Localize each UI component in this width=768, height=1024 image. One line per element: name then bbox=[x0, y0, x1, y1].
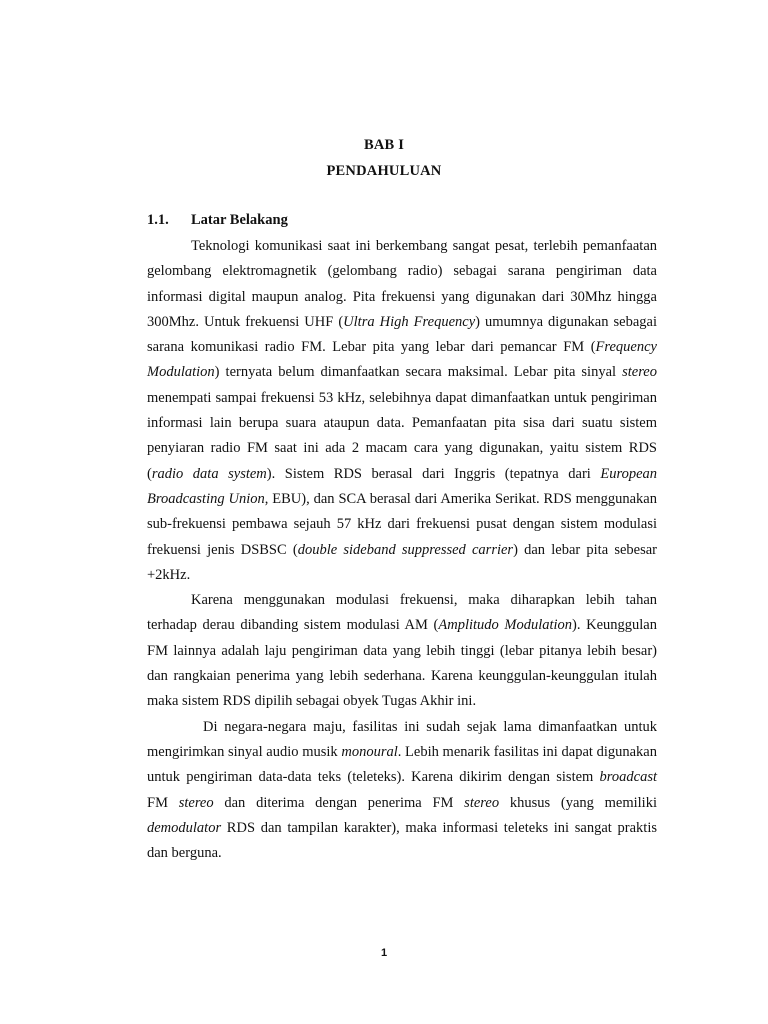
chapter-number: BAB I bbox=[363, 137, 405, 153]
text-run: Karena menggunakan modulasi frekuensi, maka diharapkan lebih tahan terhadap derau dibanding sistem modulasi AM ( bbox=[147, 592, 657, 634]
italic-term: stereo bbox=[464, 794, 500, 811]
paragraph bbox=[147, 234, 657, 588]
italic-term: radio data system bbox=[151, 465, 267, 482]
text-run: ) dan lebar pita sebesar +2kHz. bbox=[147, 541, 657, 583]
italic-term: Ultra High Frequency bbox=[343, 313, 476, 330]
text-run: . Lebih menarik fasilitas ini dapat digunakan untuk pengiriman data-data teks (teleteks). Karena dikirim dengan sistem bbox=[147, 743, 657, 786]
section-number: 1.1. bbox=[147, 212, 169, 228]
italic-term: double sideband suppressed carrier bbox=[297, 541, 514, 558]
text-run: dan diterima dengan penerima FM bbox=[213, 794, 465, 811]
text-run: Di negara-negara maju, fasilitas ini sudah sejak lama dimanfaatkan untuk mengirimkan sinyal audio musik bbox=[147, 718, 657, 760]
italic-term: Frequency Modulation bbox=[147, 339, 657, 381]
paragraph bbox=[147, 588, 657, 714]
italic-term: demodulator bbox=[147, 819, 222, 836]
body-text bbox=[147, 234, 657, 866]
section-title: Latar Belakang bbox=[191, 212, 288, 228]
italic-term: monoural bbox=[341, 743, 398, 760]
text-run: ) umumnya digunakan sebagai sarana komunikasi radio FM. Lebar pita yang lebar dari pemancar FM ( bbox=[147, 313, 657, 356]
italic-term: stereo bbox=[178, 794, 214, 811]
text-run: ). Sistem RDS berasal dari Inggris (tepatnya dari bbox=[266, 465, 601, 482]
text-run: menempati sampai frekuensi 53 kHz, selebihnya dapat dimanfaatkan untuk pengiriman informasi lain berupa suara ataupun data. Pemanfaatan pita sisa dari suatu sistem penyiaran radio FM saat ini ada 2 macam cara yang digunakan, yaitu sistem RDS ( bbox=[147, 389, 657, 482]
text-run: RDS dan tampilan karakter), maka informasi teleteks ini sangat praktis dan berguna. bbox=[147, 819, 657, 862]
text-run: FM bbox=[147, 794, 179, 811]
text-run: , EBU), dan SCA berasal dari Amerika Serikat. RDS menggunakan sub-frekuensi pembawa sejauh 57 kHz dari frekuensi pusat dengan sistem modulasi frekuensi jenis DSBSC ( bbox=[147, 490, 657, 558]
paragraph bbox=[147, 715, 657, 867]
italic-term: Amplitudo Modulation bbox=[438, 617, 573, 634]
chapter-title: PENDAHULUAN bbox=[326, 163, 442, 179]
text-run: ) ternyata belum dimanfaatkan secara maksimal. Lebar pita sinyal bbox=[214, 364, 623, 381]
text-run: khusus (yang memiliki bbox=[499, 794, 657, 811]
text-run: ). Keunggulan FM lainnya adalah laju pengiriman data yang lebih tinggi (lebar pitanya lebih besar) dan rangkaian penerima yang lebih sederhana. Karena keunggulan-keunggulan itulah maka sistem RDS dipilih sebagai obyek Tugas Akhir ini. bbox=[147, 617, 657, 710]
text-run: Teknologi komunikasi saat ini berkembang sangat pesat, terlebih pemanfaatan gelombang elektromagnetik (gelombang radio) sebagai sarana pengiriman data informasi digital maupun analog. Pita frekuensi yang digunakan dari 30Mhz hingga 300Mhz. Untuk frekuensi UHF ( bbox=[147, 238, 657, 330]
italic-term: stereo bbox=[622, 364, 657, 381]
section-heading bbox=[147, 212, 288, 229]
italic-term: broadcast bbox=[599, 769, 657, 786]
page-number: 1 bbox=[380, 947, 388, 959]
italic-term: European Broadcasting Union bbox=[147, 465, 658, 507]
